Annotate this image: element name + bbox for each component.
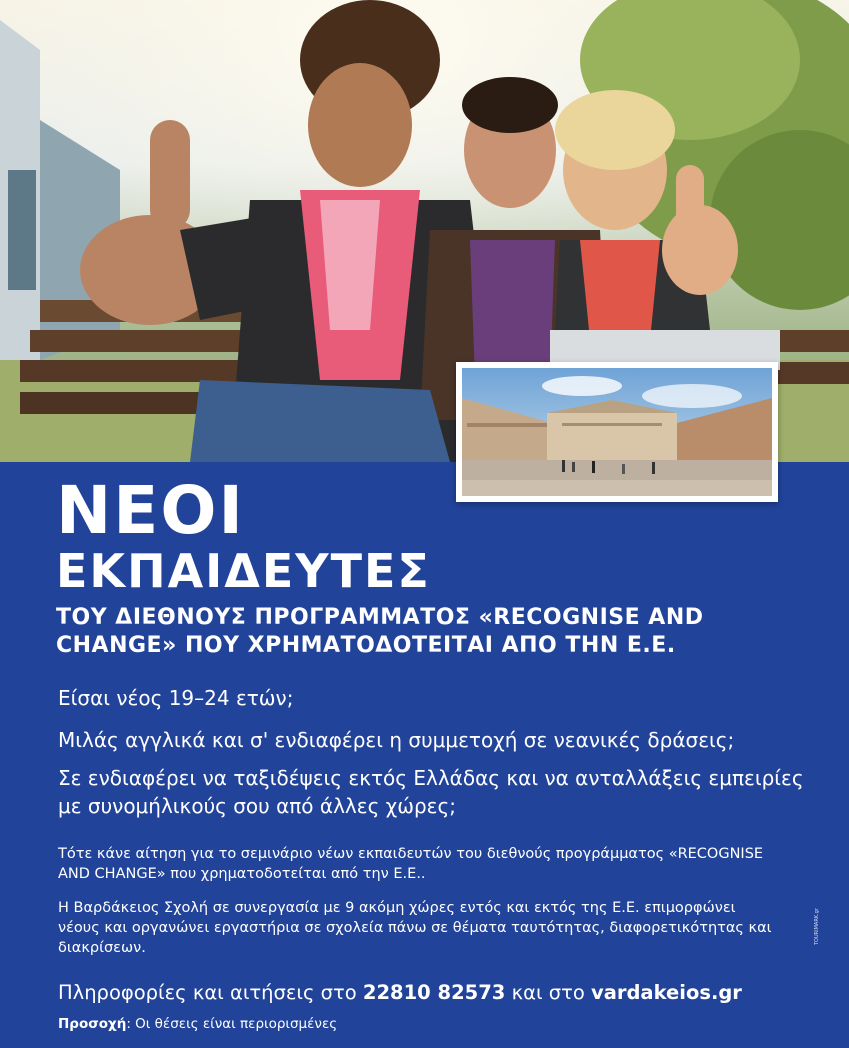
palace-photo-frame: [456, 362, 778, 502]
question-english: Μιλάς αγγλικά και σ' ενδιαφέρει η συμμετοχή σε νεανικές δράσεις;: [58, 728, 735, 752]
subtitle: ΤΟΥ ΔΙΕΘΝΟΥΣ ΠΡΟΓΡΑΜΜΑΤΟΣ «RECOGNISE AND CHANGE» ΠΟΥ ΧΡΗΜΑΤΟΔΟΤΕΙΤΑΙ ΑΠΟ ΤΗΝ Ε.Ε.: [56, 605, 704, 658]
notice-label: Προσοχή: [58, 1016, 127, 1032]
title-line-2: ΕΚΠΑΙΔΕΥΤΕΣ: [56, 544, 431, 598]
notice-text: : Οι θέσεις είναι περιορισμένες: [126, 1016, 338, 1032]
paragraph-apply: Τότε κάνε αίτηση για το σεμινάριο νέων εκπαιδευτών του διεθνούς προγράμματος «RECOGNISE AND CHANGE» που χρηματοδοτείται από την Ε.Ε..: [58, 846, 764, 882]
design-credit: TOURIMARK.gr: [814, 908, 820, 945]
contact-middle: και στο: [511, 981, 585, 1004]
paragraph-school: Η Βαρδάκειος Σχολή σε συνεργασία με 9 ακόμη χώρες εντός και εκτός της Ε.Ε. επιμορφώνει νέους και οργανώνει εργαστήρια σε σχολεία πάνω σε θέματα ταυτότητας, διαφορετικότητας και διακρίσεων.: [58, 900, 772, 956]
notice-line: [58, 1014, 337, 1034]
question-age: Είσαι νέος 19–24 ετών;: [58, 686, 294, 710]
page-title: [56, 472, 431, 598]
question-travel: Σε ενδιαφέρει να ταξιδέψεις εκτός Ελλάδας και να ανταλλάξεις εμπειρίες με συνομήλικούς σου από άλλες χώρες;: [58, 766, 804, 818]
contact-prefix: Πληροφορίες και αιτήσεις στο: [58, 981, 357, 1004]
contact-website-link[interactable]: vardakeios.gr: [590, 981, 742, 1004]
royal-palace-photo: [462, 368, 772, 496]
contact-line: [58, 980, 838, 1006]
title-line-1: ΝΕΟΙ: [56, 472, 245, 549]
contact-phone[interactable]: 22810 82573: [362, 981, 506, 1004]
